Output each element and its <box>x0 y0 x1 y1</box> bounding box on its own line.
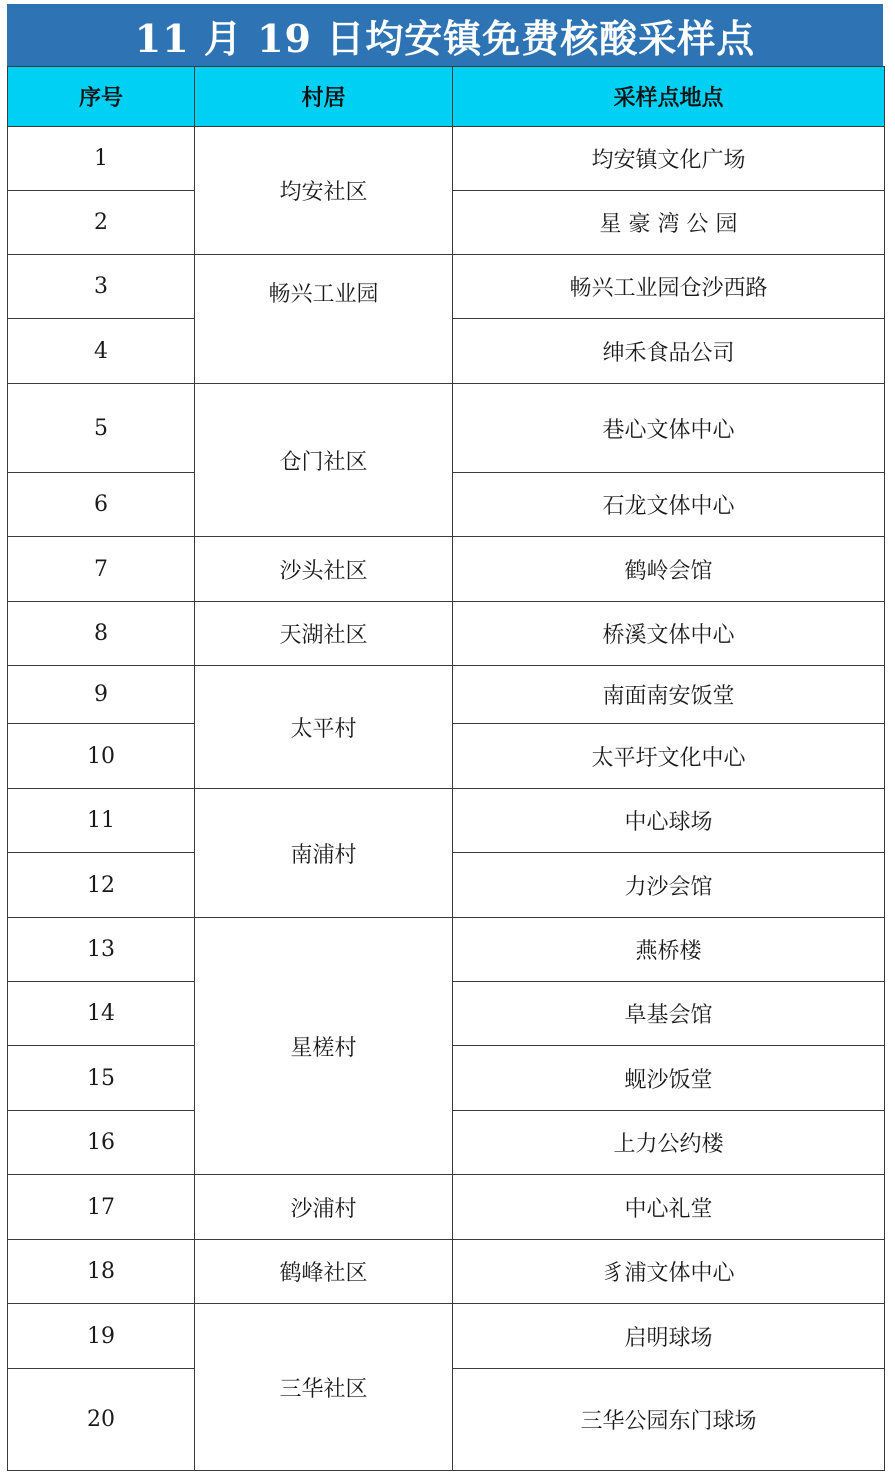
row-number: 6 <box>8 473 195 537</box>
site-cell: 南面南安饭堂 <box>453 666 885 724</box>
page-title: 11 月 19 日均安镇免费核酸采样点 <box>7 4 883 66</box>
site-cell: 星 豪 湾 公 园 <box>453 191 885 255</box>
header-index: 序号 <box>8 67 195 127</box>
table-row <box>8 127 885 191</box>
site-cell: 绅禾食品公司 <box>453 319 885 384</box>
village-cell: 均安社区 <box>195 127 453 255</box>
row-number: 8 <box>8 602 195 666</box>
site-cell: 启明球场 <box>453 1304 885 1369</box>
header-site: 采样点地点 <box>453 67 885 127</box>
row-number: 18 <box>8 1240 195 1304</box>
table-row <box>8 666 885 724</box>
village-cell: 鹤峰社区 <box>195 1240 453 1304</box>
site-cell: 中心礼堂 <box>453 1175 885 1240</box>
site-cell: 均安镇文化广场 <box>453 127 885 191</box>
row-number: 13 <box>8 918 195 982</box>
row-number: 2 <box>8 191 195 255</box>
table-row <box>8 537 885 602</box>
site-cell: 巷心文体中心 <box>453 384 885 473</box>
village-cell: 沙浦村 <box>195 1175 453 1240</box>
row-number: 11 <box>8 789 195 853</box>
village-cell: 星槎村 <box>195 918 453 1175</box>
site-cell: 鹤岭会馆 <box>453 537 885 602</box>
header-village: 村居 <box>195 67 453 127</box>
site-cell: 太平圩文化中心 <box>453 724 885 789</box>
site-cell: 蚬沙饭堂 <box>453 1046 885 1111</box>
row-number: 5 <box>8 384 195 473</box>
site-cell: 阜基会馆 <box>453 982 885 1046</box>
row-number: 12 <box>8 853 195 918</box>
village-cell: 三华社区 <box>195 1304 453 1471</box>
village-cell: 仓门社区 <box>195 384 453 537</box>
table-row <box>8 1240 885 1304</box>
site-cell: 石龙文体中心 <box>453 473 885 537</box>
row-number: 3 <box>8 255 195 319</box>
row-number: 7 <box>8 537 195 602</box>
site-cell: 豸浦文体中心 <box>453 1240 885 1304</box>
row-number: 17 <box>8 1175 195 1240</box>
site-cell: 三华公园东门球场 <box>453 1369 885 1471</box>
row-number: 19 <box>8 1304 195 1369</box>
row-number: 15 <box>8 1046 195 1111</box>
row-number: 4 <box>8 319 195 384</box>
table-row <box>8 1175 885 1240</box>
site-cell: 畅兴工业园仓沙西路 <box>453 255 885 319</box>
row-number: 16 <box>8 1111 195 1175</box>
village-cell: 太平村 <box>195 666 453 789</box>
site-cell: 桥溪文体中心 <box>453 602 885 666</box>
table-row <box>8 918 885 982</box>
village-cell: 南浦村 <box>195 789 453 918</box>
table-row <box>8 1304 885 1369</box>
site-cell: 力沙会馆 <box>453 853 885 918</box>
row-number: 10 <box>8 724 195 789</box>
table-row <box>8 384 885 473</box>
table-row <box>8 789 885 853</box>
village-cell: 天湖社区 <box>195 602 453 666</box>
village-cell: 沙头社区 <box>195 537 453 602</box>
table-header-row <box>8 67 885 127</box>
table-row <box>8 255 885 319</box>
site-cell: 上力公约楼 <box>453 1111 885 1175</box>
row-number: 14 <box>8 982 195 1046</box>
row-number: 20 <box>8 1369 195 1471</box>
row-number: 9 <box>8 666 195 724</box>
village-cell: 畅兴工业园 <box>195 255 453 384</box>
site-cell: 燕桥楼 <box>453 918 885 982</box>
table-row <box>8 602 885 666</box>
sampling-sites-table <box>7 66 885 1471</box>
row-number: 1 <box>8 127 195 191</box>
site-cell: 中心球场 <box>453 789 885 853</box>
